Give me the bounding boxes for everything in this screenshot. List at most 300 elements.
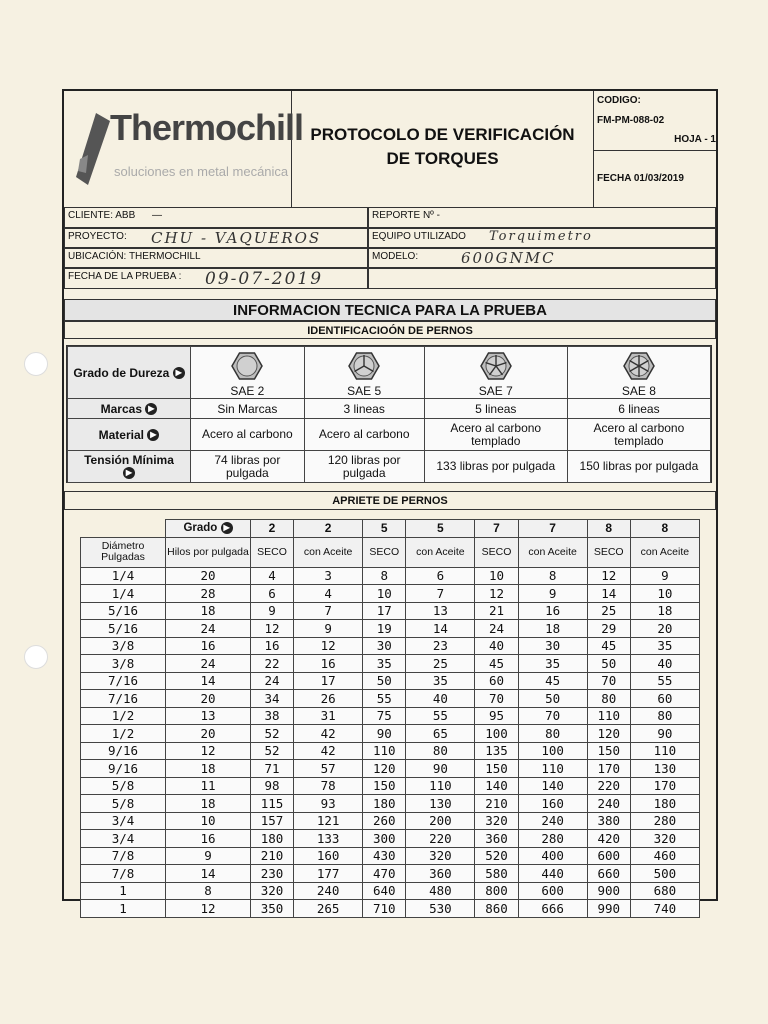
table-row xyxy=(81,812,700,830)
title-box xyxy=(292,91,594,207)
torque-value-cell: 57 xyxy=(294,760,363,778)
torque-value-cell: 500 xyxy=(630,865,699,883)
torque-value-cell: 160 xyxy=(294,847,363,865)
diameter-cell: 9/16 xyxy=(81,742,166,760)
table-row xyxy=(81,620,700,638)
torque-value-cell: 530 xyxy=(406,900,475,918)
torque-value-cell: 600 xyxy=(518,882,587,900)
punch-hole-bottom xyxy=(24,645,48,669)
torque-value-cell: 31 xyxy=(294,707,363,725)
table-row xyxy=(81,567,700,585)
threads-cell: 16 xyxy=(166,830,251,848)
torque-value-cell: 430 xyxy=(363,847,406,865)
grade-col-2: 5 xyxy=(363,520,406,538)
torque-value-cell: 18 xyxy=(518,620,587,638)
ubicacion-cell xyxy=(64,248,368,268)
modelo-label: MODELO: xyxy=(372,251,419,262)
bolt-head-sae7 xyxy=(424,347,567,399)
torque-table-wrap xyxy=(80,519,700,918)
fecha-box xyxy=(594,151,716,207)
diameter-cell: 1/4 xyxy=(81,567,166,585)
torque-value-cell: 22 xyxy=(251,655,294,673)
torque-value-cell: 42 xyxy=(294,725,363,743)
torque-value-cell: 140 xyxy=(475,777,518,795)
condition-col-3: con Aceite xyxy=(406,537,475,567)
torque-value-cell: 135 xyxy=(475,742,518,760)
equipo-value: Torquimetro xyxy=(489,229,593,244)
tension-sae5: 120 libras por pulgada xyxy=(304,451,424,483)
torque-value-cell: 10 xyxy=(363,585,406,603)
arrow-right-icon: ▶ xyxy=(147,429,159,441)
torque-value-cell: 740 xyxy=(630,900,699,918)
torque-value-cell: 360 xyxy=(406,865,475,883)
table-row xyxy=(81,795,700,813)
torque-value-cell: 133 xyxy=(294,830,363,848)
torque-value-cell: 71 xyxy=(251,760,294,778)
hilos-header: Hilos por pulgada xyxy=(166,537,251,567)
torque-value-cell: 320 xyxy=(630,830,699,848)
tension-sae2: 74 libras por pulgada xyxy=(191,451,305,483)
torque-value-cell: 12 xyxy=(251,620,294,638)
fecha-prueba-cell xyxy=(64,268,368,289)
logo-name: Thermochill xyxy=(110,107,304,148)
cliente-cell xyxy=(64,207,368,228)
equipo-cell xyxy=(368,228,716,248)
torque-value-cell: 470 xyxy=(363,865,406,883)
torque-value-cell: 35 xyxy=(518,655,587,673)
torque-value-cell: 38 xyxy=(251,707,294,725)
proyecto-cell xyxy=(64,228,368,248)
torque-value-cell: 30 xyxy=(363,637,406,655)
torque-table xyxy=(80,519,700,918)
bolt-head-icon xyxy=(427,348,565,384)
torque-value-cell: 16 xyxy=(294,655,363,673)
torque-value-cell: 25 xyxy=(587,602,630,620)
torque-value-cell: 130 xyxy=(630,760,699,778)
torque-value-cell: 180 xyxy=(363,795,406,813)
torque-value-cell: 20 xyxy=(630,620,699,638)
torque-value-cell: 78 xyxy=(294,777,363,795)
table-row xyxy=(81,602,700,620)
torque-value-cell: 710 xyxy=(363,900,406,918)
torque-value-cell: 860 xyxy=(475,900,518,918)
threads-cell: 20 xyxy=(166,567,251,585)
logo-mark-icon xyxy=(76,113,110,190)
torque-value-cell: 75 xyxy=(363,707,406,725)
apriete-title: APRIETE DE PERNOS xyxy=(332,495,448,507)
document-frame xyxy=(62,89,718,916)
ubicacion-label: UBICACIÓN: THERMOCHILL xyxy=(68,251,201,262)
torque-value-cell: 157 xyxy=(251,812,294,830)
reporte-cell xyxy=(368,207,716,228)
torque-value-cell: 110 xyxy=(406,777,475,795)
bolt-head-icon xyxy=(193,348,302,384)
condition-col-4: SECO xyxy=(475,537,518,567)
torque-value-cell: 70 xyxy=(587,672,630,690)
torque-value-cell: 420 xyxy=(587,830,630,848)
grado-dureza-label: Grado de Dureza ▶ xyxy=(68,347,191,399)
torque-value-cell: 580 xyxy=(475,865,518,883)
torque-value-cell: 320 xyxy=(251,882,294,900)
table-row xyxy=(81,847,700,865)
grade-name: SAE 7 xyxy=(478,383,513,398)
fecha-prueba-value: 09-07-2019 xyxy=(205,269,324,289)
torque-value-cell: 95 xyxy=(475,707,518,725)
threads-cell: 12 xyxy=(166,900,251,918)
threads-cell: 14 xyxy=(166,865,251,883)
torque-value-cell: 100 xyxy=(518,742,587,760)
apriete-bar xyxy=(64,491,716,510)
modelo-value: 600GNMC xyxy=(461,249,556,267)
torque-value-cell: 12 xyxy=(294,637,363,655)
tension-label: Tensión Mínima ▶ xyxy=(68,451,191,483)
torque-value-cell: 280 xyxy=(518,830,587,848)
torque-value-cell: 70 xyxy=(475,690,518,708)
torque-value-cell: 210 xyxy=(475,795,518,813)
torque-value-cell: 45 xyxy=(475,655,518,673)
material-sae5: Acero al carbono xyxy=(304,419,424,451)
threads-cell: 14 xyxy=(166,672,251,690)
torque-value-cell: 45 xyxy=(518,672,587,690)
codigo-value: FM-PM-088-02 xyxy=(597,115,665,126)
info-tecnica-bar xyxy=(64,299,716,321)
torque-value-cell: 800 xyxy=(475,882,518,900)
torque-value-cell: 4 xyxy=(251,567,294,585)
torque-value-cell: 170 xyxy=(630,777,699,795)
torque-value-cell: 360 xyxy=(475,830,518,848)
torque-value-cell: 7 xyxy=(406,585,475,603)
torque-value-cell: 35 xyxy=(363,655,406,673)
table-row xyxy=(81,725,700,743)
torque-value-cell: 21 xyxy=(475,602,518,620)
torque-value-cell: 177 xyxy=(294,865,363,883)
fecha-prueba-label: FECHA DE LA PRUEBA : xyxy=(68,271,182,282)
torque-value-cell: 7 xyxy=(294,602,363,620)
torque-value-cell: 12 xyxy=(475,585,518,603)
torque-value-cell: 680 xyxy=(630,882,699,900)
logo-tagline: soluciones en metal mecánica xyxy=(114,164,289,179)
info-tecnica-title: INFORMACION TECNICA PARA LA PRUEBA xyxy=(233,302,547,319)
grade-col-1: 2 xyxy=(294,520,363,538)
torque-value-cell: 220 xyxy=(587,777,630,795)
diameter-cell: 5/8 xyxy=(81,777,166,795)
torque-value-cell: 200 xyxy=(406,812,475,830)
torque-value-cell: 35 xyxy=(630,637,699,655)
condition-col-2: SECO xyxy=(363,537,406,567)
grade-col-3: 5 xyxy=(406,520,475,538)
torque-value-cell: 150 xyxy=(363,777,406,795)
material-label: Material ▶ xyxy=(68,419,191,451)
torque-value-cell: 280 xyxy=(630,812,699,830)
diameter-cell: 7/8 xyxy=(81,847,166,865)
torque-value-cell: 110 xyxy=(518,760,587,778)
table-row xyxy=(81,585,700,603)
tension-sae8: 150 libras por pulgada xyxy=(567,451,710,483)
torque-value-cell: 24 xyxy=(251,672,294,690)
torque-value-cell: 80 xyxy=(406,742,475,760)
torque-value-cell: 8 xyxy=(518,567,587,585)
equipo-label: EQUIPO UTILIZADO xyxy=(372,231,466,242)
identificacion-title: IDENTIFICACIOÓN DE PERNOS xyxy=(307,325,473,337)
torque-value-cell: 3 xyxy=(294,567,363,585)
table-row xyxy=(81,655,700,673)
arrow-right-icon: ▶ xyxy=(145,403,157,415)
document-title-line2: DE TORQUES xyxy=(386,149,499,168)
torque-value-cell: 29 xyxy=(587,620,630,638)
diameter-cell: 5/16 xyxy=(81,602,166,620)
table-row xyxy=(81,742,700,760)
torque-table-body xyxy=(81,567,700,917)
threads-cell: 11 xyxy=(166,777,251,795)
condition-col-5: con Aceite xyxy=(518,537,587,567)
diameter-cell: 3/4 xyxy=(81,812,166,830)
torque-value-cell: 400 xyxy=(518,847,587,865)
table-row xyxy=(81,760,700,778)
torque-value-cell: 26 xyxy=(294,690,363,708)
torque-value-cell: 10 xyxy=(475,567,518,585)
threads-cell: 28 xyxy=(166,585,251,603)
diameter-cell: 5/8 xyxy=(81,795,166,813)
torque-value-cell: 12 xyxy=(587,567,630,585)
condition-header-row xyxy=(81,537,700,567)
torque-value-cell: 180 xyxy=(251,830,294,848)
threads-cell: 18 xyxy=(166,795,251,813)
torque-value-cell: 60 xyxy=(475,672,518,690)
torque-value-cell: 90 xyxy=(406,760,475,778)
torque-value-cell: 50 xyxy=(587,655,630,673)
torque-value-cell: 180 xyxy=(630,795,699,813)
proyecto-value: CHU - VAQUEROS xyxy=(151,229,322,247)
torque-value-cell: 14 xyxy=(587,585,630,603)
torque-value-cell: 110 xyxy=(587,707,630,725)
diameter-cell: 1/2 xyxy=(81,725,166,743)
threads-cell: 8 xyxy=(166,882,251,900)
diameter-cell: 1/2 xyxy=(81,707,166,725)
torque-value-cell: 6 xyxy=(251,585,294,603)
condition-col-0: SECO xyxy=(251,537,294,567)
torque-value-cell: 30 xyxy=(518,637,587,655)
grade-name: SAE 2 xyxy=(230,383,265,398)
torque-value-cell: 90 xyxy=(363,725,406,743)
punch-hole-top xyxy=(24,352,48,376)
torque-value-cell: 19 xyxy=(363,620,406,638)
grade-col-6: 8 xyxy=(587,520,630,538)
grade-col-4: 7 xyxy=(475,520,518,538)
torque-value-cell: 230 xyxy=(251,865,294,883)
torque-value-cell: 600 xyxy=(587,847,630,865)
torque-value-cell: 480 xyxy=(406,882,475,900)
material-sae8: Acero al carbono templado xyxy=(567,419,710,451)
torque-value-cell: 93 xyxy=(294,795,363,813)
condition-col-6: SECO xyxy=(587,537,630,567)
marcas-label: Marcas ▶ xyxy=(68,399,191,419)
threads-cell: 20 xyxy=(166,690,251,708)
diameter-cell: 3/8 xyxy=(81,637,166,655)
torque-value-cell: 17 xyxy=(363,602,406,620)
torque-value-cell: 80 xyxy=(518,725,587,743)
torque-value-cell: 320 xyxy=(475,812,518,830)
threads-cell: 18 xyxy=(166,602,251,620)
diameter-cell: 1/4 xyxy=(81,585,166,603)
modelo-cell xyxy=(368,248,716,268)
condition-col-1: con Aceite xyxy=(294,537,363,567)
proyecto-label: PROYECTO: xyxy=(68,231,127,242)
marcas-sae7: 5 lineas xyxy=(424,399,567,419)
torque-value-cell: 260 xyxy=(363,812,406,830)
torque-value-cell: 10 xyxy=(630,585,699,603)
diameter-cell: 9/16 xyxy=(81,760,166,778)
grade-name: SAE 8 xyxy=(621,383,656,398)
diameter-cell: 1 xyxy=(81,900,166,918)
threads-cell: 12 xyxy=(166,742,251,760)
table-row xyxy=(81,777,700,795)
torque-value-cell: 240 xyxy=(587,795,630,813)
threads-cell: 13 xyxy=(166,707,251,725)
logo-box xyxy=(64,91,304,207)
table-row xyxy=(81,830,700,848)
torque-value-cell: 170 xyxy=(587,760,630,778)
torque-value-cell: 320 xyxy=(406,847,475,865)
torque-value-cell: 40 xyxy=(475,637,518,655)
torque-value-cell: 16 xyxy=(251,637,294,655)
torque-value-cell: 52 xyxy=(251,725,294,743)
torque-value-cell: 520 xyxy=(475,847,518,865)
torque-value-cell: 121 xyxy=(294,812,363,830)
threads-cell: 16 xyxy=(166,637,251,655)
grade-col-5: 7 xyxy=(518,520,587,538)
torque-value-cell: 460 xyxy=(630,847,699,865)
diametro-header: Diámetro Pulgadas xyxy=(81,537,166,567)
table-row xyxy=(81,690,700,708)
torque-value-cell: 666 xyxy=(518,900,587,918)
threads-cell: 10 xyxy=(166,812,251,830)
torque-value-cell: 52 xyxy=(251,742,294,760)
document-title-line1: PROTOCOLO DE VERIFICACIÓN xyxy=(310,125,575,144)
torque-value-cell: 42 xyxy=(294,742,363,760)
marcas-sae5: 3 lineas xyxy=(304,399,424,419)
torque-value-cell: 16 xyxy=(518,602,587,620)
fecha-label: FECHA 01/03/2019 xyxy=(597,173,684,184)
torque-value-cell: 50 xyxy=(363,672,406,690)
bolt-head-sae5 xyxy=(304,347,424,399)
grade-header-row xyxy=(81,520,700,538)
condition-col-7: con Aceite xyxy=(630,537,699,567)
torque-value-cell: 55 xyxy=(406,707,475,725)
torque-value-cell: 9 xyxy=(251,602,294,620)
table-row xyxy=(81,637,700,655)
diameter-cell: 1 xyxy=(81,882,166,900)
material-sae7: Acero al carbono templado xyxy=(424,419,567,451)
torque-value-cell: 80 xyxy=(630,707,699,725)
table-row xyxy=(81,707,700,725)
tension-sae7: 133 libras por pulgada xyxy=(424,451,567,483)
torque-value-cell: 990 xyxy=(587,900,630,918)
torque-value-cell: 65 xyxy=(406,725,475,743)
grado-header-spacer xyxy=(81,520,166,538)
identificacion-bar xyxy=(64,321,716,339)
torque-value-cell: 6 xyxy=(406,567,475,585)
torque-value-cell: 13 xyxy=(406,602,475,620)
torque-value-cell: 9 xyxy=(518,585,587,603)
table-row xyxy=(81,900,700,918)
marcas-sae8: 6 lineas xyxy=(567,399,710,419)
torque-value-cell: 4 xyxy=(294,585,363,603)
torque-value-cell: 40 xyxy=(406,690,475,708)
torque-value-cell: 110 xyxy=(630,742,699,760)
torque-value-cell: 23 xyxy=(406,637,475,655)
torque-value-cell: 300 xyxy=(363,830,406,848)
spec-table-wrap xyxy=(66,345,712,483)
blank-cell xyxy=(368,268,716,289)
torque-value-cell: 265 xyxy=(294,900,363,918)
torque-value-cell: 380 xyxy=(587,812,630,830)
torque-value-cell: 25 xyxy=(406,655,475,673)
torque-value-cell: 150 xyxy=(587,742,630,760)
arrow-right-icon: ▶ xyxy=(123,467,135,479)
torque-value-cell: 80 xyxy=(587,690,630,708)
torque-value-cell: 110 xyxy=(363,742,406,760)
torque-value-cell: 440 xyxy=(518,865,587,883)
torque-value-cell: 8 xyxy=(363,567,406,585)
grade-col-0: 2 xyxy=(251,520,294,538)
torque-value-cell: 98 xyxy=(251,777,294,795)
bolt-head-icon xyxy=(570,348,708,384)
torque-value-cell: 55 xyxy=(363,690,406,708)
arrow-right-icon: ▶ xyxy=(221,522,233,534)
threads-cell: 9 xyxy=(166,847,251,865)
torque-value-cell: 70 xyxy=(518,707,587,725)
bolt-spec-table xyxy=(67,346,711,483)
diameter-cell: 7/16 xyxy=(81,672,166,690)
torque-value-cell: 18 xyxy=(630,602,699,620)
threads-cell: 18 xyxy=(166,760,251,778)
code-box xyxy=(594,91,716,151)
torque-value-cell: 120 xyxy=(363,760,406,778)
torque-value-cell: 40 xyxy=(630,655,699,673)
bolt-head-sae8 xyxy=(567,347,710,399)
torque-value-cell: 60 xyxy=(630,690,699,708)
torque-value-cell: 100 xyxy=(475,725,518,743)
cliente-label: CLIENTE: ABB xyxy=(68,210,136,221)
torque-value-cell: 350 xyxy=(251,900,294,918)
torque-value-cell: 240 xyxy=(294,882,363,900)
torque-value-cell: 900 xyxy=(587,882,630,900)
table-row xyxy=(81,865,700,883)
torque-value-cell: 140 xyxy=(518,777,587,795)
torque-value-cell: 640 xyxy=(363,882,406,900)
torque-value-cell: 9 xyxy=(294,620,363,638)
torque-value-cell: 210 xyxy=(251,847,294,865)
torque-value-cell: 14 xyxy=(406,620,475,638)
grade-name: SAE 5 xyxy=(347,383,382,398)
marcas-sae2: Sin Marcas xyxy=(191,399,305,419)
torque-value-cell: 160 xyxy=(518,795,587,813)
threads-cell: 24 xyxy=(166,620,251,638)
cliente-mark: — xyxy=(152,210,163,221)
torque-value-cell: 220 xyxy=(406,830,475,848)
torque-value-cell: 50 xyxy=(518,690,587,708)
torque-value-cell: 120 xyxy=(587,725,630,743)
torque-value-cell: 35 xyxy=(406,672,475,690)
threads-cell: 24 xyxy=(166,655,251,673)
bolt-head-sae2 xyxy=(191,347,305,399)
torque-value-cell: 9 xyxy=(630,567,699,585)
diameter-cell: 5/16 xyxy=(81,620,166,638)
codigo-label: CODIGO: xyxy=(597,95,641,106)
table-row xyxy=(81,672,700,690)
grade-col-7: 8 xyxy=(630,520,699,538)
torque-value-cell: 150 xyxy=(475,760,518,778)
